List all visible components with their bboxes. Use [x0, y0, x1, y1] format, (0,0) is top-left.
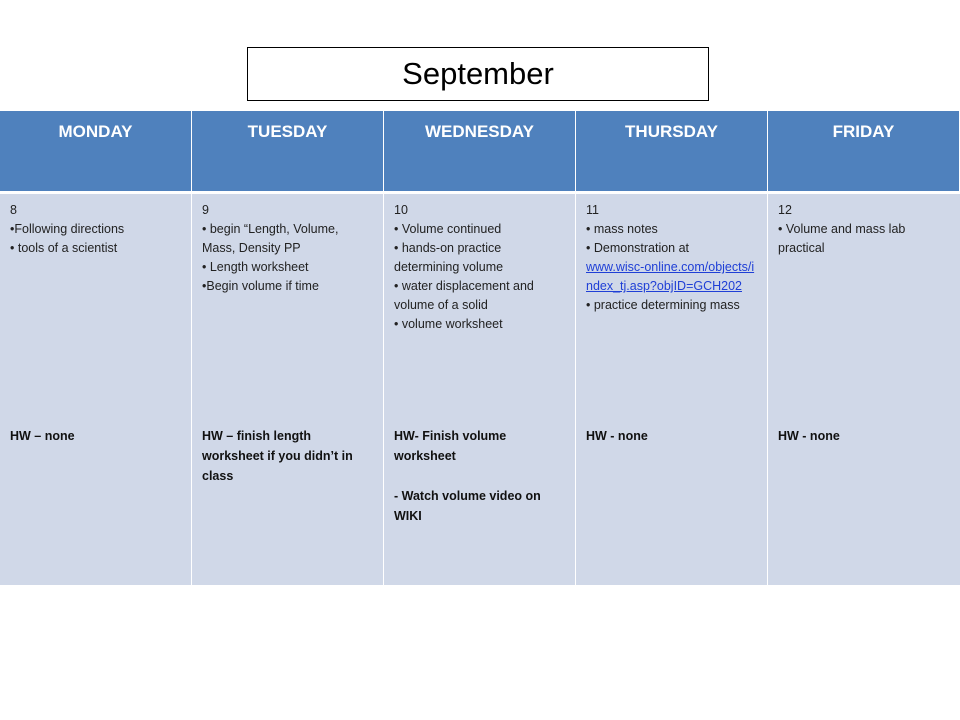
day-number: 10: [394, 203, 408, 217]
month-title: September: [247, 47, 709, 101]
homework: [778, 426, 952, 446]
homework-line: HW - none: [586, 429, 648, 443]
agenda-item: [586, 258, 757, 296]
homework: [202, 426, 375, 486]
day-cell-monday: [0, 191, 192, 585]
agenda-item: • Demonstration at: [586, 241, 690, 255]
agenda-item: • begin “Length, Volume, Mass, Density PP: [202, 222, 339, 255]
agenda-item: • Volume continued: [394, 222, 502, 236]
agenda-list: [202, 220, 373, 296]
day-cell-friday: [768, 191, 960, 585]
agenda-item: • Length worksheet: [202, 260, 309, 274]
day-number: 8: [10, 203, 17, 217]
day-number: 12: [778, 203, 792, 217]
header-friday: FRIDAY: [768, 111, 960, 191]
agenda-list: [394, 220, 565, 334]
agenda-item: •Begin volume if time: [202, 279, 319, 293]
agenda-list: [586, 220, 757, 315]
agenda-item: • hands-on practice determining volume: [394, 241, 504, 274]
agenda-item: •Following directions: [10, 222, 125, 236]
homework-line: HW- Finish volume worksheet: [394, 429, 507, 463]
week-calendar: [0, 111, 960, 585]
homework: [394, 426, 567, 526]
day-number: 9: [202, 203, 209, 217]
homework-line: - Watch volume video on WIKI: [394, 489, 541, 523]
agenda-item: • mass notes: [586, 222, 658, 236]
homework: [586, 426, 759, 446]
homework: [10, 426, 183, 446]
header-tuesday: TUESDAY: [192, 111, 384, 191]
header-wednesday: WEDNESDAY: [384, 111, 576, 191]
agenda-item: • water displacement and volume of a solid: [394, 279, 534, 312]
day-cell-thursday: [576, 191, 768, 585]
header-monday: MONDAY: [0, 111, 192, 191]
agenda-item: • Volume and mass lab practical: [778, 222, 906, 255]
day-cell-wednesday: [384, 191, 576, 585]
agenda-list: [778, 220, 950, 258]
day-number: 11: [586, 203, 599, 217]
day-cell-tuesday: [192, 191, 384, 585]
agenda-item: • practice determining mass: [586, 298, 740, 312]
wisc-online-link[interactable]: www.wisc-online.com/objects/index_tj.asp?objID=GCH202: [586, 260, 755, 293]
homework-line: HW - none: [778, 429, 840, 443]
agenda-item: • volume worksheet: [394, 317, 503, 331]
agenda-list: [10, 220, 181, 258]
homework-line: HW – none: [10, 429, 75, 443]
agenda-item: • tools of a scientist: [10, 241, 118, 255]
header-thursday: THURSDAY: [576, 111, 768, 191]
homework-line: HW – finish length worksheet if you didn’t in class: [202, 429, 353, 483]
